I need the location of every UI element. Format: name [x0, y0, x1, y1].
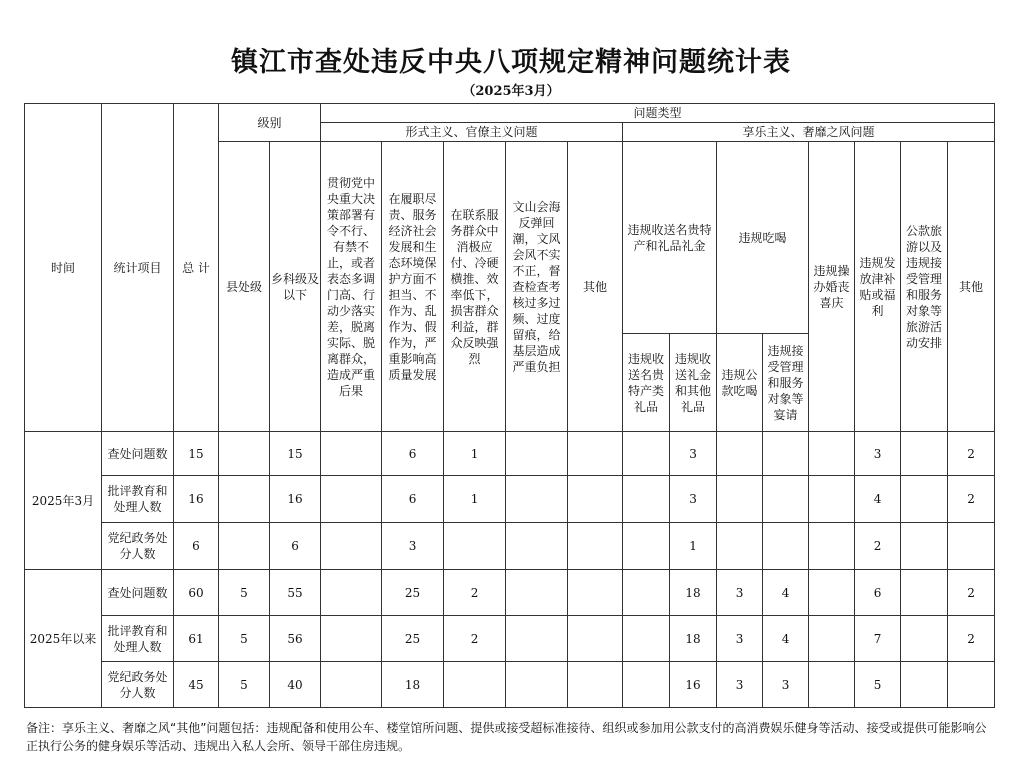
header-formalism-3: 在联系服务群众中消极应付、冷硬横推、效率低下，损害群众利益，群众反映强烈 [444, 142, 506, 432]
value-cell [444, 523, 506, 570]
value-cell: 6 [382, 432, 444, 476]
header-formalism: 形式主义、官僚主义问题 [321, 123, 623, 142]
value-cell: 2 [444, 570, 506, 616]
header-total: 总 计 [174, 104, 219, 432]
value-cell [809, 476, 855, 523]
value-cell [321, 616, 382, 662]
value-cell [623, 432, 670, 476]
value-cell: 2 [948, 570, 995, 616]
value-cell: 16 [670, 662, 717, 708]
header-dining: 违规吃喝 [717, 142, 809, 334]
value-cell [717, 432, 763, 476]
value-cell: 2 [948, 616, 995, 662]
value-cell [568, 476, 623, 523]
value-cell [901, 662, 948, 708]
header-county-level: 县处级 [219, 142, 270, 432]
table-row [25, 570, 995, 616]
value-cell: 2 [948, 432, 995, 476]
value-cell [763, 476, 809, 523]
value-cell: 16 [270, 476, 321, 523]
item-cell: 党纪政务处分人数 [102, 523, 174, 570]
value-cell: 6 [855, 570, 901, 616]
page-title: 镇江市查处违反中央八项规定精神问题统计表 [231, 47, 791, 78]
header-hedonism: 享乐主义、奢靡之风问题 [623, 123, 995, 142]
value-cell: 4 [763, 616, 809, 662]
value-cell: 3 [855, 432, 901, 476]
value-cell [568, 432, 623, 476]
value-cell [568, 616, 623, 662]
value-cell: 55 [270, 570, 321, 616]
value-cell [321, 476, 382, 523]
value-cell [763, 432, 809, 476]
value-cell [901, 432, 948, 476]
value-cell: 18 [670, 570, 717, 616]
value-cell [623, 570, 670, 616]
value-cell: 15 [270, 432, 321, 476]
value-cell: 2 [855, 523, 901, 570]
value-cell: 7 [855, 616, 901, 662]
value-cell: 60 [174, 570, 219, 616]
value-cell [506, 476, 568, 523]
value-cell: 1 [444, 432, 506, 476]
value-cell: 5 [219, 616, 270, 662]
value-cell [321, 662, 382, 708]
header-level: 级别 [219, 104, 321, 142]
value-cell: 61 [174, 616, 219, 662]
value-cell: 3 [763, 662, 809, 708]
item-cell: 党纪政务处分人数 [102, 662, 174, 708]
time-cell: 2025年以来 [25, 570, 102, 708]
value-cell: 6 [174, 523, 219, 570]
table-row [25, 432, 995, 476]
value-cell [901, 523, 948, 570]
value-cell [506, 570, 568, 616]
page-subtitle: （2025年3月） [462, 84, 560, 99]
header-time: 时间 [25, 104, 102, 432]
table-row [25, 616, 995, 662]
table-row [25, 476, 995, 523]
statistics-table [24, 103, 995, 708]
value-cell [623, 616, 670, 662]
header-item: 统计项目 [102, 104, 174, 432]
value-cell: 4 [855, 476, 901, 523]
value-cell: 3 [717, 570, 763, 616]
value-cell [901, 476, 948, 523]
header-township-level: 乡科级及以下 [270, 142, 321, 432]
header-formalism-4: 文山会海反弹回潮，文风会风不实不正，督查检查考核过多过频、过度留痕，给基层造成严重负担 [506, 142, 568, 432]
value-cell [506, 616, 568, 662]
item-cell: 批评教育和处理人数 [102, 476, 174, 523]
value-cell: 25 [382, 616, 444, 662]
header-gift: 违规收送名贵特产和礼品礼金 [623, 142, 717, 334]
item-cell: 查处问题数 [102, 570, 174, 616]
value-cell [444, 662, 506, 708]
value-cell [901, 616, 948, 662]
value-cell: 18 [670, 616, 717, 662]
time-cell: 2025年3月 [25, 432, 102, 570]
value-cell [623, 476, 670, 523]
value-cell: 25 [382, 570, 444, 616]
value-cell [948, 662, 995, 708]
value-cell: 3 [717, 662, 763, 708]
value-cell [568, 523, 623, 570]
header-travel: 公款旅游以及违规接受管理和服务对象等旅游活动安排 [901, 142, 948, 432]
value-cell: 45 [174, 662, 219, 708]
value-cell: 56 [270, 616, 321, 662]
value-cell [623, 523, 670, 570]
header-formalism-2: 在履职尽责、服务经济社会发展和生态环境保护方面不担当、不作为、乱作为、假作为，严重影响高质量发展 [382, 142, 444, 432]
value-cell: 3 [382, 523, 444, 570]
header-formalism-other: 其他 [568, 142, 623, 432]
value-cell: 1 [670, 523, 717, 570]
value-cell [506, 523, 568, 570]
item-cell: 批评教育和处理人数 [102, 616, 174, 662]
value-cell [321, 570, 382, 616]
header-hedonism-other: 其他 [948, 142, 995, 432]
value-cell [623, 662, 670, 708]
table-row [25, 662, 995, 708]
value-cell [321, 523, 382, 570]
header-formalism-1: 贯彻党中央重大决策部署有令不行、有禁不止，或者表态多调门高、行动少落实差，脱离实际、脱离群众，造成严重后果 [321, 142, 382, 432]
value-cell [717, 523, 763, 570]
value-cell [948, 523, 995, 570]
value-cell [809, 616, 855, 662]
value-cell: 3 [717, 616, 763, 662]
value-cell: 5 [219, 662, 270, 708]
value-cell [321, 432, 382, 476]
value-cell [901, 570, 948, 616]
value-cell [809, 570, 855, 616]
value-cell [763, 523, 809, 570]
value-cell [219, 523, 270, 570]
value-cell: 40 [270, 662, 321, 708]
value-cell [568, 570, 623, 616]
value-cell [219, 476, 270, 523]
item-cell: 查处问题数 [102, 432, 174, 476]
header-gift-cash: 违规收送礼金和其他礼品 [670, 334, 717, 432]
header-gift-specialty: 违规收送名贵特产类礼品 [623, 334, 670, 432]
value-cell [568, 662, 623, 708]
header-dining-public: 违规公款吃喝 [717, 334, 763, 432]
header-wedding: 违规操办婚丧喜庆 [809, 142, 855, 432]
value-cell: 18 [382, 662, 444, 708]
value-cell: 6 [270, 523, 321, 570]
table-row [25, 523, 995, 570]
value-cell [809, 523, 855, 570]
value-cell: 16 [174, 476, 219, 523]
value-cell [717, 476, 763, 523]
value-cell [809, 662, 855, 708]
value-cell [506, 432, 568, 476]
value-cell [219, 432, 270, 476]
value-cell: 4 [763, 570, 809, 616]
value-cell: 2 [444, 616, 506, 662]
value-cell [506, 662, 568, 708]
header-problem-type: 问题类型 [321, 104, 995, 123]
value-cell: 2 [948, 476, 995, 523]
value-cell: 3 [670, 432, 717, 476]
value-cell: 15 [174, 432, 219, 476]
value-cell [809, 432, 855, 476]
value-cell: 6 [382, 476, 444, 523]
value-cell: 5 [855, 662, 901, 708]
footnote: 备注：享乐主义、奢靡之风“其他”问题包括：违规配备和使用公车、楼堂馆所问题、提供或接受超标准接待、组织或参加用公款支付的高消费娱乐健身等活动、接受或提供可能影响公正执行公务的健身娱乐等活动、违规出入私人会所、领导干部住房违规。 [26, 721, 987, 753]
header-subsidy: 违规发放津补贴或福利 [855, 142, 901, 432]
value-cell: 1 [444, 476, 506, 523]
value-cell: 5 [219, 570, 270, 616]
value-cell: 3 [670, 476, 717, 523]
header-dining-banquet: 违规接受管理和服务对象等宴请 [763, 334, 809, 432]
table-body [25, 432, 995, 708]
